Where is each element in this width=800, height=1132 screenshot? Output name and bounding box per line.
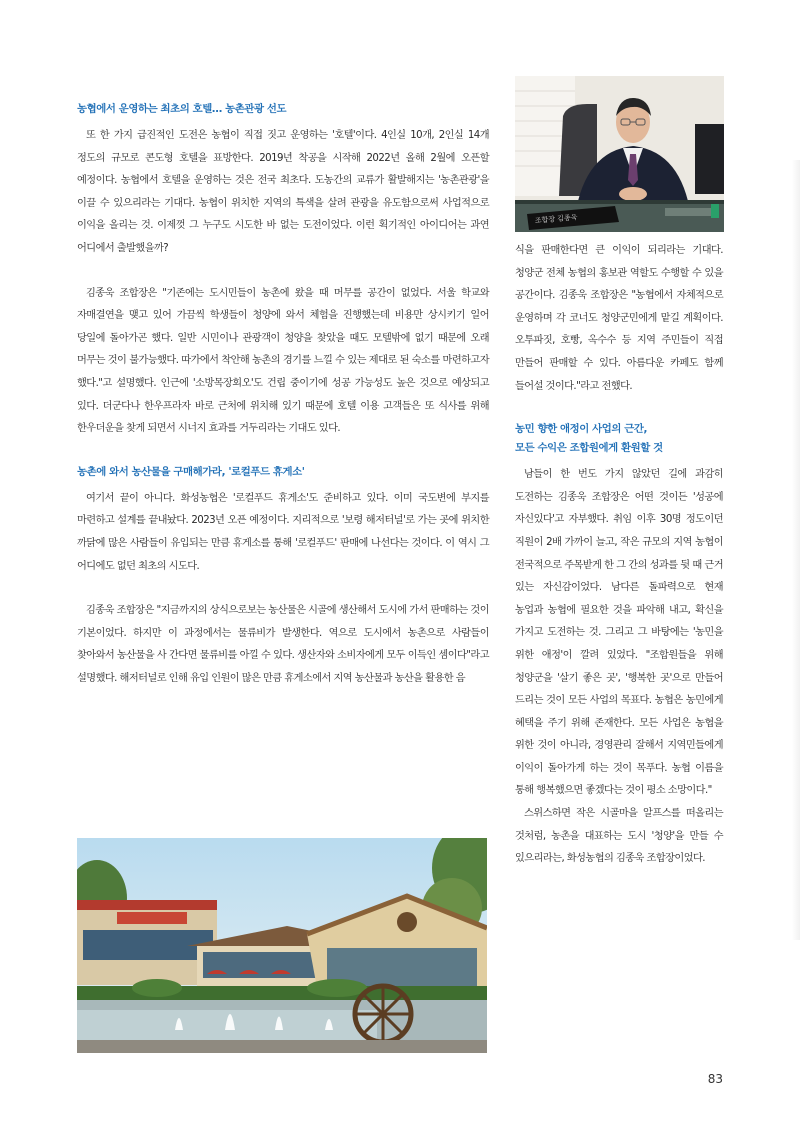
right-column xyxy=(515,240,723,871)
paragraph-localfood-2: 김종욱 조합장은 "지금까지의 상식으로보는 농산물은 시골에 생산해서 도시에 가서 판매하는 것이 기본이었다. 하지만 이 과정에서는 물류비가 발생한다. 역으로 도시에서 농촌으로 사람들이 찾아와서 농산물을 사 간다면 물류비를 아낄 수 있다. 생산자와 소비자에게 모두 이득인 셈이다"라고 설명했다. 해저터널로 인해 유입 인원이 많은 만큼 휴게소에서 지역 농산물과 농산을 활용한 음 xyxy=(77,605,489,684)
left-column xyxy=(77,100,489,690)
svg-text:조합장 김종욱: 조합장 김종욱 xyxy=(534,213,578,225)
paragraph-hotel-1: 또 한 가지 급진적인 도전은 농협이 직접 짓고 운영하는 '호텔'이다. 4인실 10개, 2인실 14개 정도의 규모로 콘도형 호텔을 표방한다. 2019년 착공을 시작해 2022년 올해 2월에 오픈할 예정이다. 농협에서 호텔을 운영하는 것은 전국 최초다. 도농간의 교류가 활발해지는 '농촌관광'을 이끌 수 있으리라는 기대다. 농협이 위치한 지역의 특색을 살려 관광을 유도함으로써 사업적으로 이익을 올리는 것. 이제껏 그 누구도 시도한 바 없는 도전이었다. 이런 획기적인 아이디어는 과연 어디에서 출발했을까? xyxy=(77,130,489,254)
paragraph-localfood-1: 여기서 끝이 아니다. 화성농협은 '로컬푸드 휴게소'도 준비하고 있다. 이미 국도변에 부지를 마련하고 설계를 끝내놨다. 2023년 오픈 예정이다. 지리적으로 '보령 해저터널'로 가는 곳에 위치한 까닭에 많은 사람들이 유입되는 만큼 휴게소를 통해 '로컬푸드' 판매에 나선다는 것이다. 이 역시 그 어디에도 없던 최초의 시도다. xyxy=(77,492,489,572)
rest-area-building-photo xyxy=(77,838,487,1053)
section-heading-values-2: 모든 수익은 조합원에게 환원할 것 xyxy=(515,442,663,455)
section-heading-values-1: 농민 향한 애정이 사업의 근간, xyxy=(515,423,648,436)
paragraph-right-3: 스위스하면 작은 시골마을 알프스를 떠올리는 것처럼, 농촌을 대표하는 도시 '청양'을 만들 수 있으리라는, 화성농협의 김종욱 조합장이었다. xyxy=(515,808,723,865)
section-heading-localfood: 농촌에 와서 농산물을 구매해가라, '로컬푸드 휴게소' xyxy=(77,465,305,478)
section-heading-hotel: 농협에서 운영하는 최초의 호텔… 농촌관광 선도 xyxy=(77,103,287,115)
page-number: 83 xyxy=(707,1072,723,1086)
paragraph-right-1: 식을 판매한다면 큰 이익이 되리라는 기대다. 청양군 전체 농협의 홍보관 역할도 수행할 수 있을 공간이다. 김종욱 조합장은 "농협에서 자체적으로 운영하며 각 코너도 청양군민에게 맡길 계획이다. 오투파짓, 호빵, 옥수수 등 지역 주민들이 직접 만들어 판매할 수 있다. 아름다운 카페도 함께 들어설 것이다."라고 전했다. xyxy=(515,245,723,392)
paragraph-hotel-2: 김종욱 조합장은 "기존에는 도시민들이 농촌에 왔을 때 머무를 공간이 없었다. 서울 학교와 자매결연을 맺고 있어 가끔씩 학생들이 청양에 와서 체험을 진행했는데 비용만 상시키기 일어 당일에 돌아가곤 했다. 일반 시민이나 관광객이 청양을 찾았을 때도 모텔밖에 없기 때문에 오래 머무는 것이 불가능했다. 따가에서 착안해 농촌의 경기를 느낄 수 있는 제대로 된 숙소를 마련하고자 했다."고 설명했다. 인근에 '소방목장회오'도 건립 중이기에 성공 가능성도 높은 것으로 예상되고 있다. 더군다나 한우프라자 바로 근처에 위치해 있기 때문에 호텔 이용 고객들은 또 식사를 위해 한우더운을 찾게 되면서 시너지 효과를 거두리라는 기대도 있다. xyxy=(77,287,489,435)
chairman-photo xyxy=(515,76,724,232)
page-edge-strip xyxy=(792,160,800,940)
paragraph-right-2: 남들이 한 번도 가지 않았던 길에 과감히 도전하는 김종욱 조합장은 어떤 것이든 '성공에 자신있다'고 자부했다. 취임 이후 30명 정도이던 직원이 2배 가까이 늘고, 작은 규모의 지역 농협이 전국적으로 주목받게 한 그 간의 성과를 뒷 때 근거 있는 자신감이었다. 남다른 돌파력으로 현재 농업과 농협에 필요한 것을 파악해 내고, 확신을 가지고 도전하는 것. 그리고 그 바탕에는 '농민을 위한 애정'이 깔려 있었다. "조합원들을 위해 청양군을 '살기 좋은 곳', '행복한 곳'으로 만들어 드리는 것이 모든 사업의 목표다. 농협은 농민에게 혜택을 주기 위해 존재한다. 모든 사업은 농협을 위한 것이 아니라, 경영관리 잘해서 지역민들에게 이익이 돌아가게 하는 것이 목푸다. 농협 이름을 통해 행복했으면 좋겠다는 것이 평소 소망이다." xyxy=(515,469,723,797)
rest-area-building-illustration xyxy=(77,838,487,1053)
chairman-photo-illustration xyxy=(515,76,724,232)
